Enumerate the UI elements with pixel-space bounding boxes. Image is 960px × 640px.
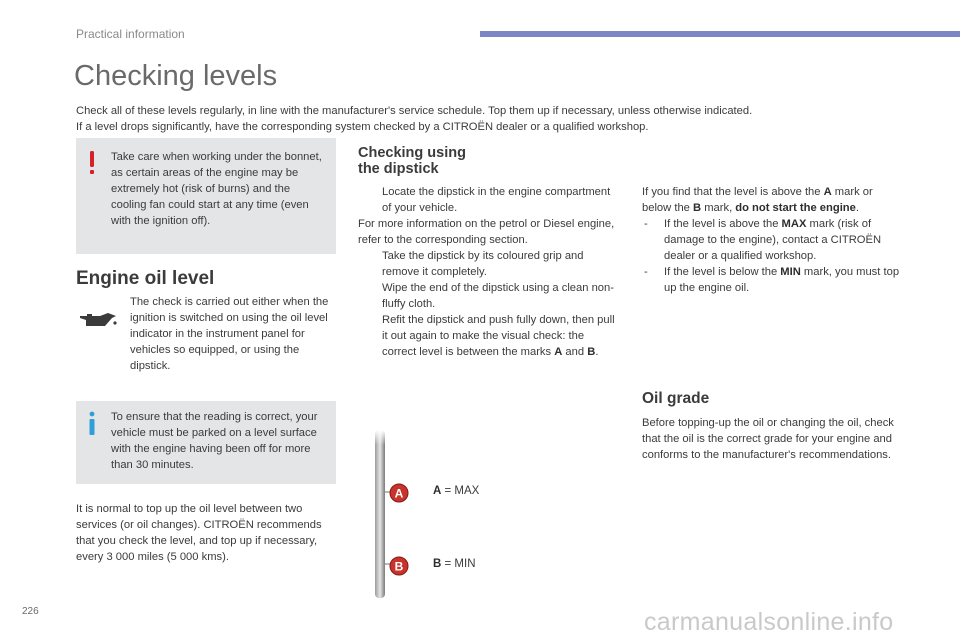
page-title: Checking levels bbox=[74, 60, 278, 92]
step-2-text: Take the dipstick by its coloured grip and remove it completely. bbox=[382, 250, 584, 278]
lc-pre: If you find that the level is above the bbox=[642, 186, 824, 198]
step-4-period: . bbox=[595, 346, 599, 358]
lc-a: A bbox=[823, 186, 832, 198]
watermark: carmanualsonline.info bbox=[644, 608, 894, 636]
intro-line-1: Check all of these levels regularly, in line with the manufacturer's service schedule. Top them up if necessary, unless otherwise indicated. bbox=[76, 105, 753, 117]
dipstick-step-3 bbox=[358, 280, 620, 312]
label-a-max bbox=[433, 485, 479, 497]
level-check-item-2 bbox=[642, 264, 904, 296]
step-4-text: Refit the dipstick and push fully down, then pull it out again to make the visual check: the correct level is between the marks bbox=[382, 314, 615, 358]
step-4-and: and bbox=[562, 346, 588, 358]
dipstick-step-1 bbox=[358, 184, 620, 216]
label-a-text: = MAX bbox=[441, 485, 480, 497]
item2-pre: If the level is below the bbox=[664, 266, 781, 278]
oil-grade-heading: Oil grade bbox=[642, 390, 710, 407]
step-3-text: Wipe the end of the dipstick using a clean non-fluffy cloth. bbox=[382, 282, 614, 310]
label-b-min bbox=[433, 558, 476, 570]
oil-can-icon bbox=[78, 310, 118, 330]
dipstick-steps bbox=[358, 184, 620, 360]
page-number: 226 bbox=[22, 606, 39, 617]
dipstick-heading-line-2: the dipstick bbox=[358, 161, 439, 177]
warning-box bbox=[76, 138, 336, 254]
dash-1: - bbox=[644, 218, 648, 230]
level-check-intro bbox=[642, 184, 904, 216]
item1-post: mark (risk of damage to the engine), contact a CITROËN dealer or a qualified workshop. bbox=[664, 218, 882, 262]
dipstick-heading bbox=[358, 145, 466, 177]
warning-text: Take care when working under the bonnet, as certain areas of the engine may be extremely hot (risk of burns) and the cooling fan could start at any time (even with the ignition off). bbox=[111, 151, 322, 227]
step-1-text: Locate the dipstick in the engine compartment of your vehicle. bbox=[382, 186, 611, 214]
engine-oil-text: The check is carried out either when the ignition is switched on using the oil level indicator in the instrument panel for vehicles so equipped, or using the dipstick. bbox=[130, 296, 329, 372]
header-accent-bar bbox=[480, 31, 960, 37]
label-a-letter: A bbox=[433, 485, 442, 497]
info-box bbox=[76, 401, 336, 484]
info-icon bbox=[85, 411, 99, 437]
dipstick-note: For more information on the petrol or Diesel engine, refer to the corresponding section. bbox=[358, 218, 615, 246]
item1-pre: If the level is above the bbox=[664, 218, 782, 230]
dipstick-heading-line-1: Checking using bbox=[358, 145, 466, 161]
mark-b: B bbox=[587, 346, 596, 358]
lc-end: . bbox=[855, 202, 859, 214]
normal-topup-text: It is normal to top up the oil level between two services (or oil changes). CITROËN recommends that you check the level, and top up if necessary, every 3 000 miles (5 000 kms). bbox=[76, 503, 322, 563]
intro-line-2: If a level drops significantly, have the corresponding system checked by a CITROËN dealer or a qualified workshop. bbox=[76, 121, 649, 133]
dipstick-illustration bbox=[360, 430, 420, 602]
section-header: Practical information bbox=[76, 27, 185, 41]
label-b-text: = MIN bbox=[441, 558, 476, 570]
item2-bold: MIN bbox=[780, 266, 801, 278]
dash-2: - bbox=[644, 266, 648, 278]
level-check-item-1 bbox=[642, 216, 904, 264]
mark-a: A bbox=[554, 346, 563, 358]
oil-grade-text: Before topping-up the oil or changing the oil, check that the oil is the correct grade for your engine and conforms to the manufacturer's recommendations. bbox=[642, 417, 894, 461]
dipstick-mark-b: B bbox=[394, 559, 404, 574]
lc-mid2: mark, bbox=[701, 202, 736, 214]
dipstick-step-2 bbox=[358, 248, 620, 280]
dipstick-mark-a: A bbox=[394, 486, 404, 501]
item2-post: mark, you must top up the engine oil. bbox=[664, 266, 900, 294]
label-b-letter: B bbox=[433, 558, 442, 570]
exclamation-icon bbox=[85, 150, 99, 176]
level-check-text bbox=[642, 184, 904, 296]
dipstick-step-4 bbox=[358, 312, 620, 360]
lc-mid: mark or below the bbox=[642, 186, 873, 214]
lc-b: B bbox=[693, 202, 702, 214]
engine-oil-heading: Engine oil level bbox=[76, 268, 215, 289]
item1-bold: MAX bbox=[781, 218, 807, 230]
info-text: To ensure that the reading is correct, your vehicle must be parked on a level surface with the engine having been off for more than 30 minutes. bbox=[111, 411, 318, 471]
lc-bold: do not start the engine bbox=[735, 202, 856, 214]
intro-text bbox=[76, 103, 896, 135]
